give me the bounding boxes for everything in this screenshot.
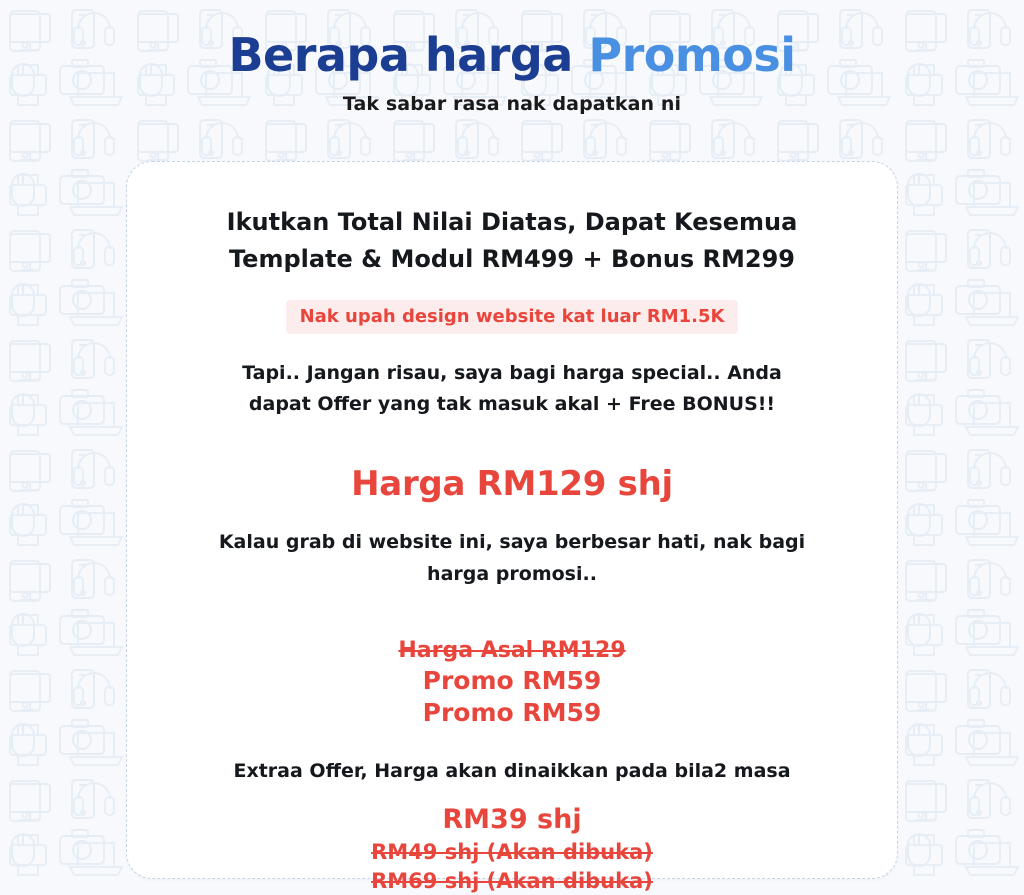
final-price: RM39 shj [442, 803, 582, 835]
page-subtitle: Tak sabar rasa nak dapatkan ni [342, 92, 682, 115]
page-title-accent: Promosi [588, 28, 796, 82]
offer-lead-text: Ikutkan Total Nilai Diatas, Dapat Kesemua Template & Modul RM499 + Bonus RM299 [226, 207, 798, 273]
page-title [228, 30, 795, 81]
page-title-primary: Berapa harga [228, 28, 573, 82]
competitor-price-badge: Nak upah design website kat luar RM1.5K [286, 300, 739, 334]
final-price-block [371, 802, 653, 895]
offer-paragraph-2: Kalau grab di website ini, saya berbesar hati, nak bagi harga promosi.. [218, 530, 806, 585]
original-price: Harga Asal RM129 [398, 638, 626, 664]
offer-card [126, 161, 898, 893]
highlight-wrapper [286, 300, 739, 334]
offer-paragraph-1: Tapi.. Jangan risau, saya bagi harga special.. Anda dapat Offer yang tak masuk akal + Free BONUS!! [242, 361, 782, 416]
promo-price-1: Promo RM59 [422, 665, 602, 695]
price-headline: Harga RM129 shj [351, 463, 673, 504]
promo-price-block [398, 637, 625, 730]
final-price-strike-2: RM69 shj (Akan dibuka) [371, 868, 653, 893]
final-price-strike-1: RM49 shj (Akan dibuka) [371, 840, 653, 865]
promo-price-2: Promo RM59 [422, 698, 602, 728]
extra-offer-text: Extraa Offer, Harga akan dinaikkan pada bila2 masa [233, 759, 791, 782]
